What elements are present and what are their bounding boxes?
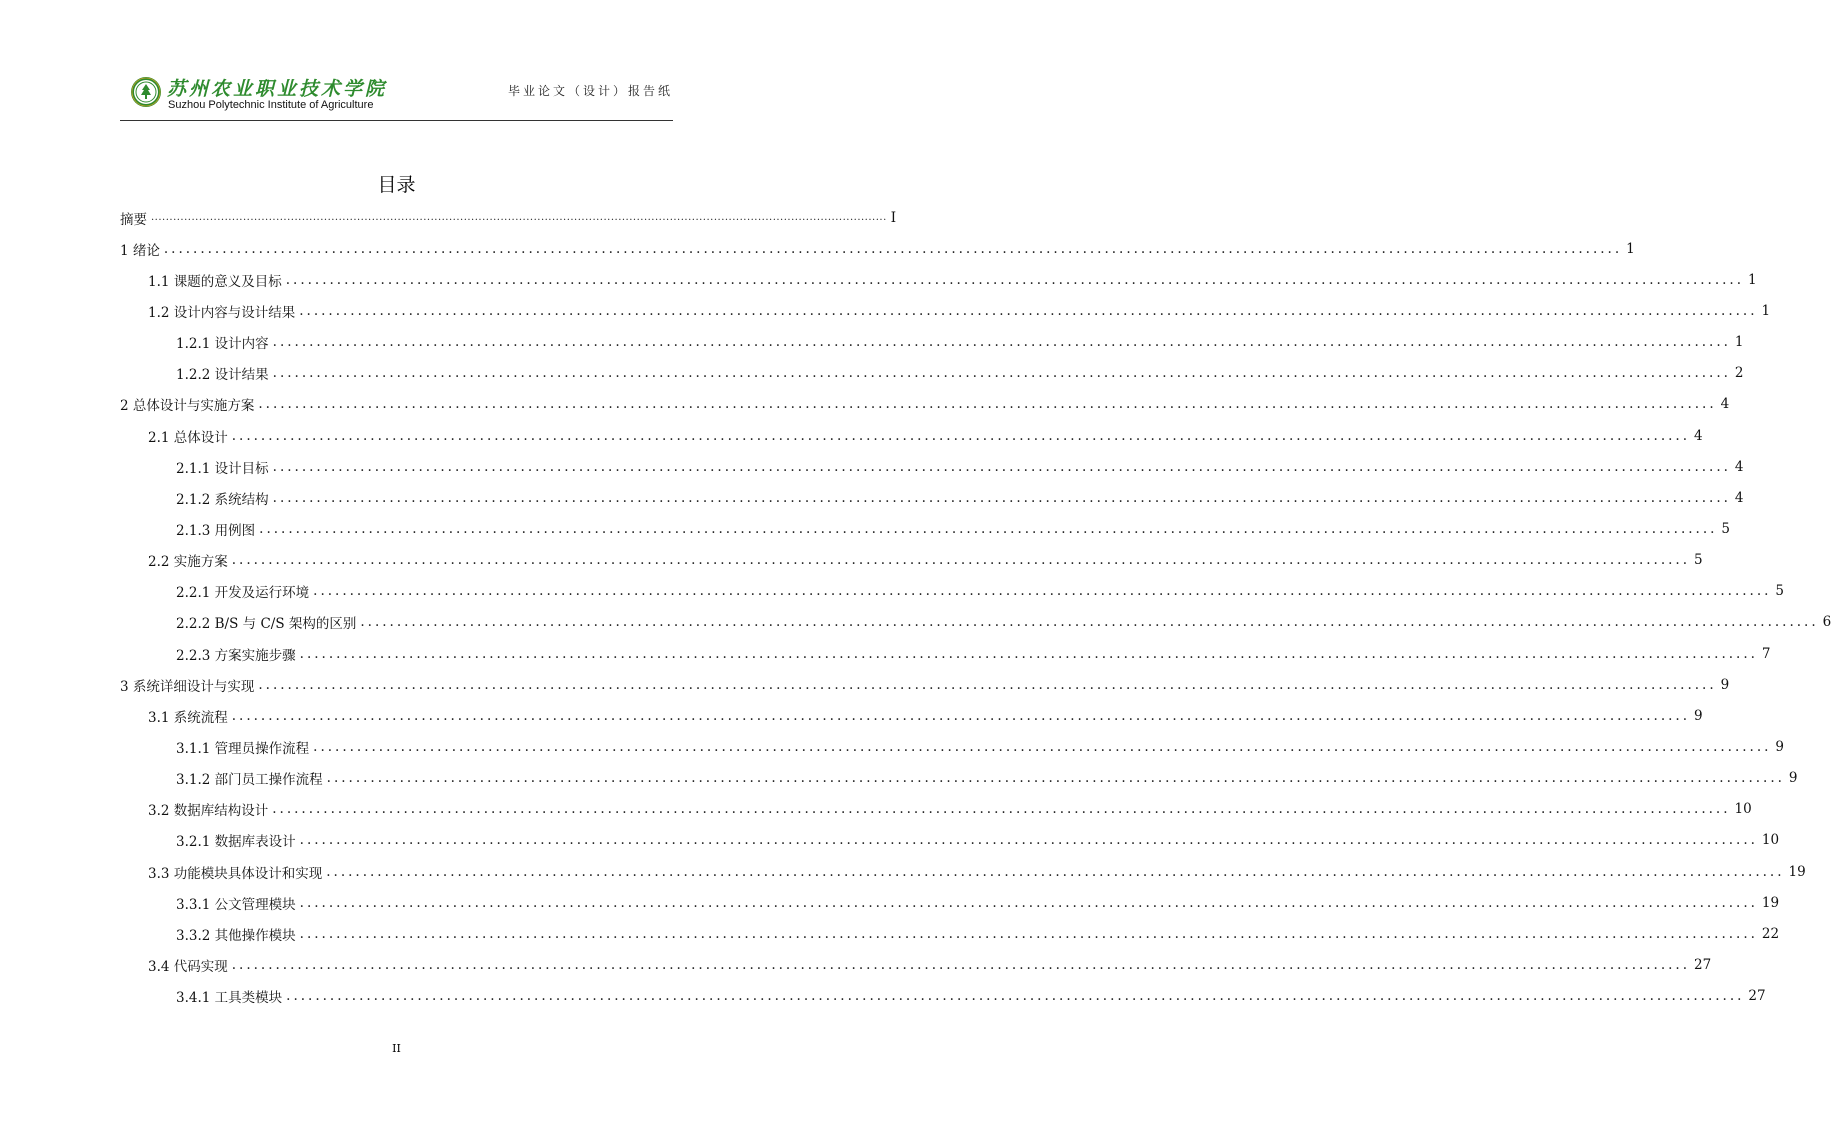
- toc-leader-dots: ........................................................................................................................................................................................................: [163, 240, 1623, 257]
- toc-entry-label: 3 系统详细设计与实现: [120, 678, 255, 695]
- toc-entry-label: 3.3 功能模块具体设计和实现: [148, 865, 323, 882]
- toc-entry-page: 9: [1788, 770, 1798, 787]
- toc-leader-dots: ........................................................................................................................................................................................................: [299, 894, 1758, 911]
- toc-leader-dots: ........................................................................................................................................................................................................: [231, 707, 1691, 724]
- toc-entry-label: 2.1.3 用例图: [176, 522, 256, 539]
- toc-entry[interactable]: [120, 669, 1730, 700]
- toc-entry-label: 3.1.2 部门员工操作流程: [176, 772, 323, 789]
- toc-entry[interactable]: [120, 358, 1744, 389]
- toc-leader-dots: ........................................................................................................................................................................................................: [231, 956, 1691, 973]
- toc-leader-dots: ........................................................................................................................................................................................................: [313, 583, 1772, 600]
- toc-entry[interactable]: [120, 420, 1703, 451]
- toc-entry-page: 5: [1775, 583, 1785, 600]
- toc-entry-page: 4: [1734, 489, 1744, 506]
- toc-leader-dots: ........................................................................................................................................................................................................: [299, 832, 1758, 849]
- toc-entry-label: 2.2.2 B/S 与 C/S 架构的区别: [176, 616, 357, 633]
- toc-entry-page: 5: [1694, 552, 1703, 569]
- toc-leader-dots: ........................................................................................................................................................................................................: [272, 489, 1731, 506]
- toc-entry[interactable]: [120, 482, 1744, 513]
- toc-entry-label: 2.2 实施方案: [148, 554, 228, 571]
- toc-entry[interactable]: [120, 825, 1780, 856]
- toc-entry-label: 1.2 设计内容与设计结果: [148, 304, 296, 321]
- toc-entry-page: 5: [1721, 520, 1731, 537]
- toc-leader-dots: ........................................................................................................................................................................................................: [360, 614, 1819, 631]
- toc-entry[interactable]: [120, 856, 1806, 887]
- toc-entry-label: 1 绪论: [120, 242, 160, 259]
- toc-entry[interactable]: [120, 638, 1771, 669]
- toc-entry[interactable]: [120, 295, 1771, 326]
- toc-entry-page: 1: [1626, 240, 1635, 257]
- toc-entry[interactable]: [120, 264, 1757, 295]
- toc-entry-page: 19: [1761, 894, 1780, 911]
- toc-entry-page: 19: [1788, 863, 1806, 880]
- toc-entry-label: 3.3.1 公文管理模块: [176, 896, 296, 913]
- school-name-cn: 苏州农业职业技术学院: [167, 78, 388, 100]
- toc-leader-dots: ........................................................................................................................................................................................................: [313, 738, 1772, 755]
- toc-entry-page: 4: [1694, 427, 1703, 444]
- toc-entry-label: 1.1 课题的意义及目标: [148, 273, 282, 290]
- toc-entry-label: 3.1 系统流程: [148, 709, 228, 726]
- toc-entry[interactable]: [120, 731, 1785, 762]
- toc-entry[interactable]: [120, 794, 1752, 825]
- page-number: II: [392, 1042, 401, 1055]
- toc-entry[interactable]: [120, 202, 897, 233]
- toc-leader-dots: ........................................................................................................................................................................................................: [258, 676, 1717, 693]
- toc-leader-dots: ........................................................................................................................................................................................................: [326, 770, 1785, 787]
- toc-entry-label: 2.1.1 设计目标: [176, 460, 269, 477]
- toc-leader-dots: ........................................................................................................................................................................................................: [151, 212, 887, 224]
- toc-entry-page: 7: [1761, 645, 1771, 662]
- toc-entry-page: 27: [1694, 956, 1712, 973]
- toc-entry[interactable]: [120, 887, 1780, 918]
- toc-entry-page: 9: [1775, 738, 1785, 755]
- toc-entry[interactable]: [120, 327, 1744, 358]
- toc-entry-page: 2: [1734, 365, 1744, 382]
- toc-leader-dots: ........................................................................................................................................................................................................: [272, 334, 1731, 351]
- toc-entry[interactable]: [120, 763, 1798, 794]
- toc-entry-label: 2 总体设计与实施方案: [120, 398, 255, 415]
- toc-entry-page: 1: [1734, 334, 1744, 351]
- toc-entry-page: 4: [1720, 396, 1730, 413]
- toc-leader-dots: ........................................................................................................................................................................................................: [259, 520, 1718, 537]
- toc-leader-dots: ........................................................................................................................................................................................................: [231, 552, 1691, 569]
- toc-entry-page: 27: [1748, 988, 1766, 1005]
- toc-entry-label: 3.2 数据库结构设计: [148, 803, 269, 820]
- table-of-contents: [120, 202, 1831, 1012]
- page-title: 目录: [377, 174, 416, 196]
- toc-entry-label: 3.4.1 工具类模块: [176, 990, 283, 1007]
- toc-entry-label: 2.1.2 系统结构: [176, 491, 269, 508]
- toc-entry-label: 2.2.1 开发及运行环境: [176, 585, 310, 602]
- toc-entry[interactable]: [120, 700, 1703, 731]
- toc-entry[interactable]: [120, 949, 1712, 980]
- toc-entry-label: 3.1.1 管理员操作流程: [176, 740, 310, 757]
- toc-entry[interactable]: [120, 233, 1635, 264]
- toc-leader-dots: ........................................................................................................................................................................................................: [231, 427, 1691, 444]
- toc-leader-dots: ........................................................................................................................................................................................................: [286, 988, 1745, 1005]
- toc-leader-dots: ........................................................................................................................................................................................................: [272, 365, 1731, 382]
- toc-entry-page: 4: [1734, 458, 1744, 475]
- toc-entry-label: 3.3.2 其他操作模块: [176, 927, 296, 944]
- toc-entry-page: 10: [1734, 801, 1752, 818]
- toc-entry[interactable]: [120, 513, 1731, 544]
- toc-entry-page: 9: [1720, 676, 1730, 693]
- toc-leader-dots: ........................................................................................................................................................................................................: [272, 801, 1731, 818]
- toc-entry[interactable]: [120, 607, 1831, 638]
- toc-entry[interactable]: [120, 389, 1730, 420]
- toc-entry-page: 6: [1822, 614, 1831, 631]
- toc-entry-page: 10: [1761, 832, 1780, 849]
- page-header: [120, 70, 673, 121]
- toc-entry-page: 1: [1748, 271, 1757, 288]
- toc-entry[interactable]: [120, 981, 1766, 1012]
- toc-entry-label: 2.1 总体设计: [148, 429, 228, 446]
- toc-leader-dots: ........................................................................................................................................................................................................: [299, 645, 1758, 662]
- toc-leader-dots: ........................................................................................................................................................................................................: [258, 396, 1717, 413]
- toc-entry-page: 9: [1694, 707, 1703, 724]
- toc-entry-label: 摘要: [120, 211, 147, 228]
- toc-entry-label: 2.2.3 方案实施步骤: [176, 647, 296, 664]
- toc-entry-page: 22: [1761, 925, 1780, 942]
- toc-entry[interactable]: [120, 576, 1785, 607]
- school-name-en: Suzhou Polytechnic Institute of Agriculture: [168, 99, 374, 111]
- toc-entry-page: 1: [1761, 302, 1771, 319]
- toc-entry-label: 1.2.1 设计内容: [176, 336, 269, 353]
- toc-entry-label: 3.2.1 数据库表设计: [176, 834, 296, 851]
- toc-entry[interactable]: [120, 451, 1744, 482]
- toc-leader-dots: ........................................................................................................................................................................................................: [272, 458, 1731, 475]
- toc-entry[interactable]: [120, 545, 1703, 576]
- toc-entry-label: 3.4 代码实现: [148, 958, 228, 975]
- toc-entry-label: 1.2.2 设计结果: [176, 367, 269, 384]
- header-right-title: 毕业论文（设计）报告纸: [507, 84, 673, 98]
- toc-leader-dots: ........................................................................................................................................................................................................: [285, 271, 1745, 288]
- toc-entry[interactable]: [120, 918, 1780, 949]
- toc-leader-dots: ........................................................................................................................................................................................................: [299, 302, 1758, 319]
- toc-leader-dots: ........................................................................................................................................................................................................: [326, 863, 1785, 880]
- school-emblem-icon: [130, 76, 162, 108]
- toc-leader-dots: ........................................................................................................................................................................................................: [299, 925, 1758, 942]
- toc-entry-page: I: [890, 209, 897, 226]
